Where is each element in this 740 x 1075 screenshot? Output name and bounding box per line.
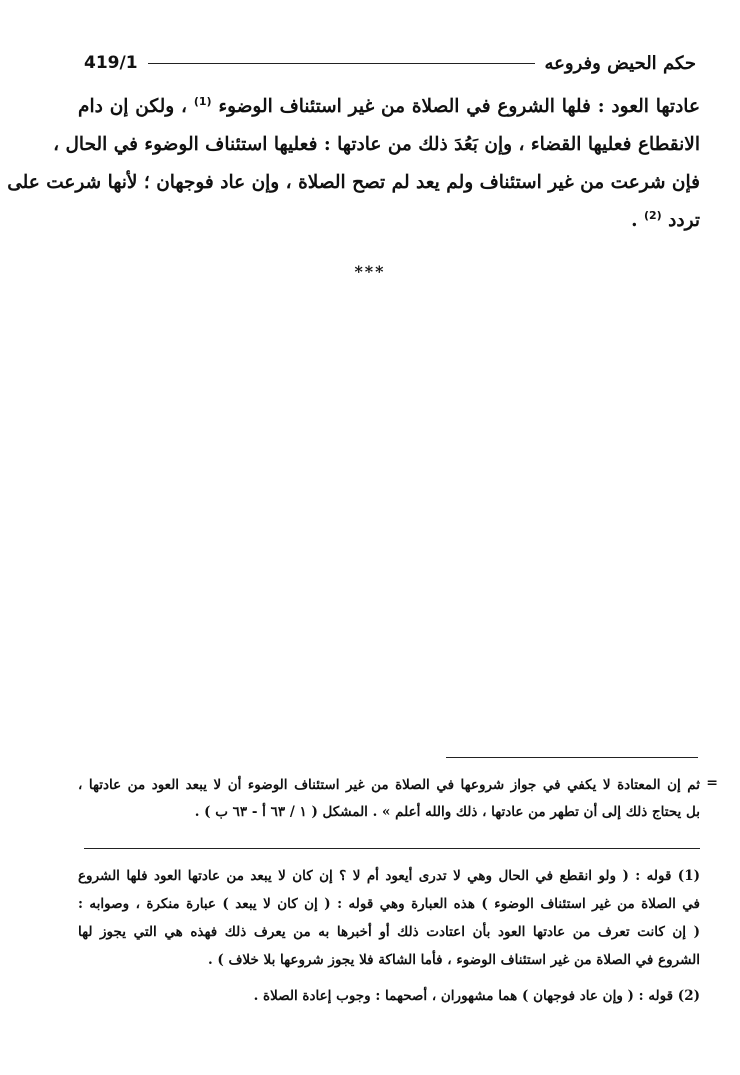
continuation-marker: = <box>706 775 718 791</box>
footnote-ref-2: (2) <box>643 208 662 222</box>
footnotes-rule <box>84 848 700 849</box>
footnote-line: (2) قوله : ( وإن عاد فوجهان ) هما مشهوران ، أصحهما : وجوب إعادة الصلاة . <box>253 988 700 1004</box>
main-text <box>7 88 700 240</box>
header-rule <box>148 63 535 64</box>
running-title: حكم الحيض وفروعه <box>544 52 696 74</box>
main-line-text: عادتها العود : فلها الشروع في الصلاة من غير استئناف الوضوء <box>218 96 700 117</box>
footnotes <box>78 862 700 1010</box>
main-line: الانقطاع فعليها القضاء ، وإن بَعُدَ ذلك من عادتها : فعليها استئناف الوضوء في الحال ، <box>53 134 700 155</box>
footnote-line: بل يحتاج ذلك إلى أن تطهر من عادتها ، ذلك والله أعلم » . المشكل ( ١ / ٦٣ أ - ٦٣ ب ) . <box>194 804 700 820</box>
main-line-tail: ، ولكن إن دام <box>78 96 187 117</box>
footnote-ref-1: (1) <box>193 94 212 108</box>
main-line <box>78 88 700 126</box>
footnote-2 <box>78 982 700 1010</box>
footnote-line: ( إن كانت تعرف من عادتها العود بأن اعتادت ذلك أو أخبرها به من يعرف ذلك فهذه هي التي يجوز لها <box>78 924 700 940</box>
end-period: . <box>631 210 638 231</box>
main-line <box>78 202 700 240</box>
footnote-line: في الصلاة من غير استئناف الوضوء ) هذه العبارة وهي قوله : ( إن كان لا يبعد ) عبارة منكرة ، وصوابه : <box>78 896 700 912</box>
footnote-line: (1) قوله : ( ولو انقطع في الحال وهي لا تدرى أيعود أم لا ؟ إن كان لا يبعد من عادتها العود فلها الشروع <box>78 868 700 884</box>
main-line: فإن شرعت من غير استئناف ولم يعد لم تصح الصلاة ، وإن عاد فوجهان ؛ لأنها شرعت على <box>7 172 700 193</box>
continued-note-rule <box>446 757 698 758</box>
page-number: 419/1 <box>84 53 138 73</box>
footnote-line: الشروع في الصلاة من غير استئناف الوضوء ، فأما الشاكة فلا يجوز شروعها بلا خلاف ) . <box>207 952 700 968</box>
section-separator: *** <box>354 262 386 281</box>
footnote-1 <box>78 862 700 974</box>
footnote-line: ثم إن المعتادة لا يكفي في جواز شروعها في الصلاة من غير استئناف الوضوء أن لا يبعد العود من عادتها ، <box>78 777 700 793</box>
continued-footnote <box>78 772 718 826</box>
main-line-text: تردد <box>668 210 700 231</box>
page-header <box>84 50 696 76</box>
